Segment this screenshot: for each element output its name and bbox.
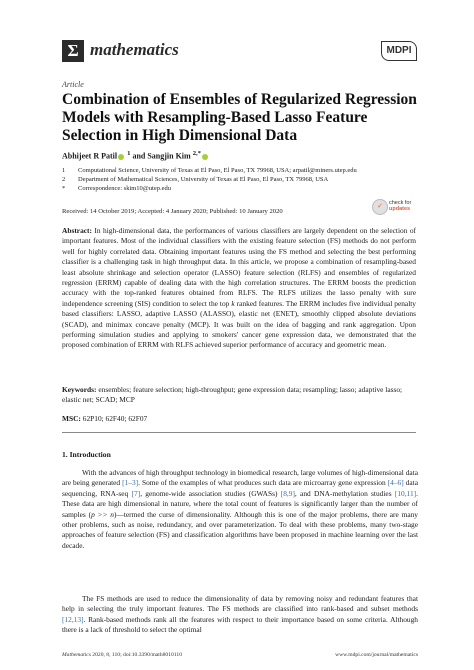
affiliation: 2 Department of Mathematical Sciences, University of Texas at El Paso, El Paso, TX 79968, USA — [62, 176, 329, 183]
abstract: Abstract: In high-dimensional data, the performances of various classifiers are largely dependent on the selection of important features. Most of the individual classifiers with the existing feature selection (FS) methods do not perform well for highly correlated data. Obtaining important features using the FS method and selecting the best performing classifier is a challenging task in high throughput data. In this article, we propose a combination of resampling-based least absolute shrinkage and selection operator (LASSO) feature selection (RLFS) and ensembles of regularized regression (ERRM) capable of dealing data with the high correlation structures. The ERRM boosts the prediction accuracy with the top-ranked features obtained from RLFS. The RLFS utilizes the lasso penalty with sure independence screening (SIS) condition to select the top k ranked features. The ERRM includes five individual penalty based classifiers: LASSO, adaptive LASSO (ALASSO), elastic net (ENET), smoothly clipped absolute deviations (SCAD), and minimax concave penalty (MCP). It was built on the idea of bagging and rank aggregation. Upon performing simulation studies and applying to smokers' cancer gene expression data, we demonstrated that the proposed combination of ERRM with RLFS achieved superior performance of accuracy and geometric mean. — [62, 226, 416, 350]
author-mark: 2,* — [192, 150, 202, 157]
section-divider — [62, 432, 416, 433]
msc-label: MSC: — [62, 414, 81, 423]
article-title: Combination of Ensembles of Regularized Regression Models with Resampling-Based Lasso Feature Selection in High Dimensional Data — [62, 91, 417, 144]
affiliation: 1 Computational Science, University of Texas at El Paso, El Paso, TX 79968, USA; arpatil@miners.utep.edu — [62, 167, 357, 174]
keywords: Keywords: ensembles; feature selection; high-throughput; gene expression data; resampling; lasso; adaptive lasso; elastic net; SCAD; MCP — [62, 385, 403, 405]
section-heading: 1. Introduction — [62, 450, 111, 459]
orcid-icon[interactable] — [202, 154, 208, 160]
orcid-icon[interactable] — [118, 154, 124, 160]
keywords-label: Keywords: — [62, 385, 97, 394]
body-paragraph: The FS methods are used to reduce the dimensionality of data by removing noisy and redundant features that help in selecting the truly important features. The FS methods are classified into rank-based and subset methods [12,13]. Rank-based methods rank all the features with respect to their importance based on some criteria. Although there is a lack of threshold to select the optimal — [62, 594, 418, 635]
article-type: Article — [62, 80, 84, 89]
journal-name[interactable]: mathematics — [90, 40, 179, 59]
citation-link[interactable]: [12,13] — [62, 614, 84, 624]
correspondence: * Correspondence: skim10@utep.edu — [62, 185, 171, 192]
citation-link[interactable]: [8,9] — [280, 488, 295, 498]
citation-link[interactable]: [4–6] — [387, 478, 404, 488]
author-line — [62, 150, 209, 161]
author-name[interactable]: Abhijeet R Patil — [62, 151, 118, 161]
journal-logo-icon: Σ — [62, 40, 84, 62]
author-name[interactable]: and Sangjin Kim — [132, 151, 191, 161]
check-updates-icon: ✓ — [372, 199, 388, 215]
citation-link[interactable]: [1–3] — [122, 478, 139, 488]
page-footer: Mathematics 2020, 8, 110; doi:10.3390/math8010110 www.mdpi.com/journal/mathematics — [62, 652, 418, 658]
citation-link[interactable]: [7] — [131, 488, 141, 498]
citation-link[interactable]: [10,11] — [394, 488, 417, 498]
publication-dates: Received: 14 October 2019; Accepted: 4 January 2020; Published: 10 January 2020 — [62, 208, 283, 215]
check-for-updates-button[interactable]: ✓ check for updates — [372, 197, 416, 219]
body-paragraph: With the advances of high throughput technology in biomedical research, large volumes of high-dimensional data are being generated [1–3]. Some of the examples of what produces such data are microarray gene expression [4–6] data sequencing, RNA-seq [7], genome-wide association studies (GWASs) [8,9], and DNA-methylation studies [10,11]. These data are high dimensional in nature, where the total count of features is significantly larger than the number of samples (p >> n)—termed the curse of dimensionality. Although this is one of the major problems, there are many other problems, such as noise, redundancy, and over parameterization. To deal with these problems, many two-stage approaches of feature selection (FS) and classification algorithms have been proposed in machine learning over the last decade. — [62, 468, 418, 550]
msc-codes: MSC: 62P10; 62F40; 62F07 — [62, 414, 148, 423]
author-mark: 1 — [127, 150, 131, 157]
journal-url-link[interactable]: www.mdpi.com/journal/mathematics — [335, 652, 418, 658]
abstract-label: Abstract: — [62, 226, 92, 235]
mdpi-logo[interactable]: MDPI — [381, 41, 417, 61]
